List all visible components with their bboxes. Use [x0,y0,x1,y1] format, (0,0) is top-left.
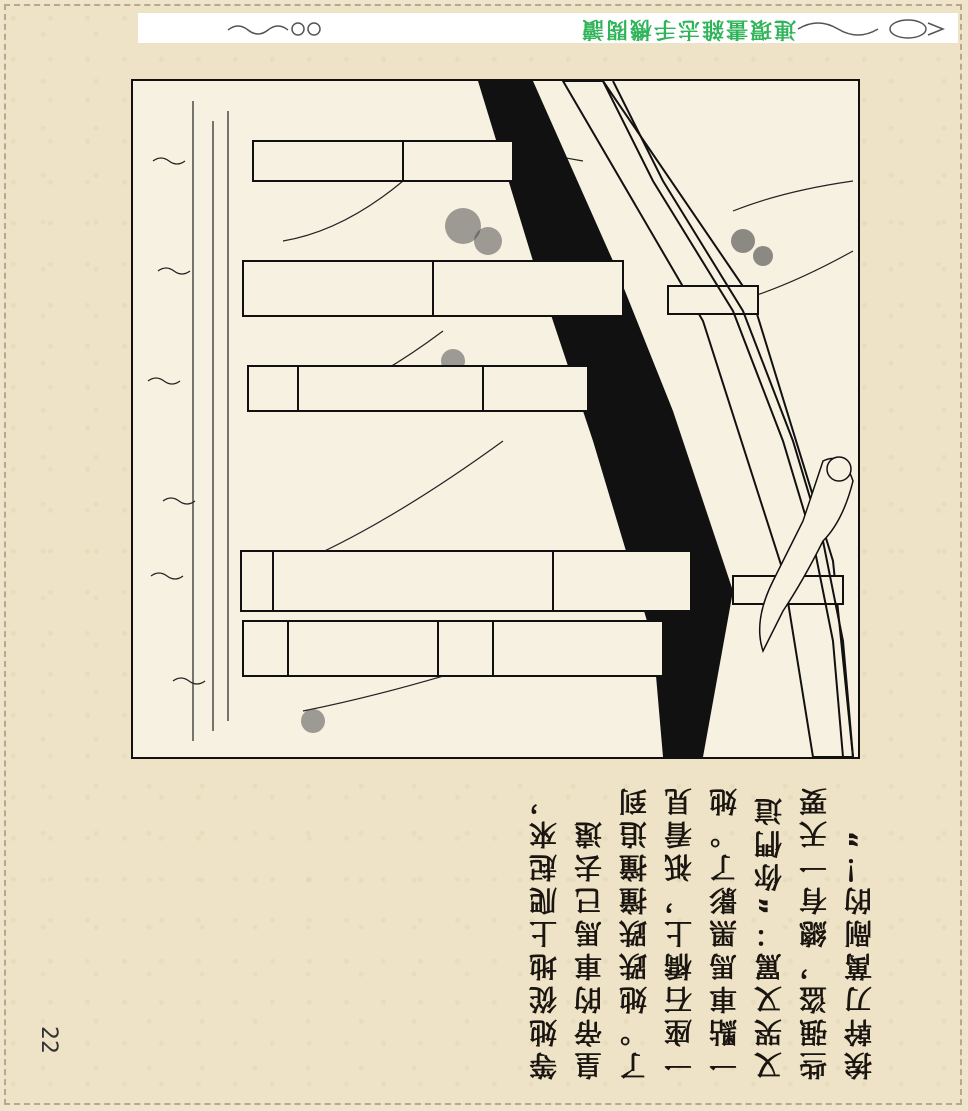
watermark-text: 連環畫雜志手機閱讀 [580,16,797,41]
watermark-banner [138,13,958,43]
page-number: 22 [36,1026,61,1054]
bridge-drawing [133,81,858,757]
caption-text: 等她從地上爬起來，皇帝的車馬已去遠了。她跌跌撞撞追到一座石橋上，祇看見一點車馬黑影了。她又哭又罵：“你們這些强盗，總有一天要挨幹刀萬剮的！” [528,783,876,1080]
caption-block [522,780,876,1080]
bridge-illustration [131,79,860,759]
